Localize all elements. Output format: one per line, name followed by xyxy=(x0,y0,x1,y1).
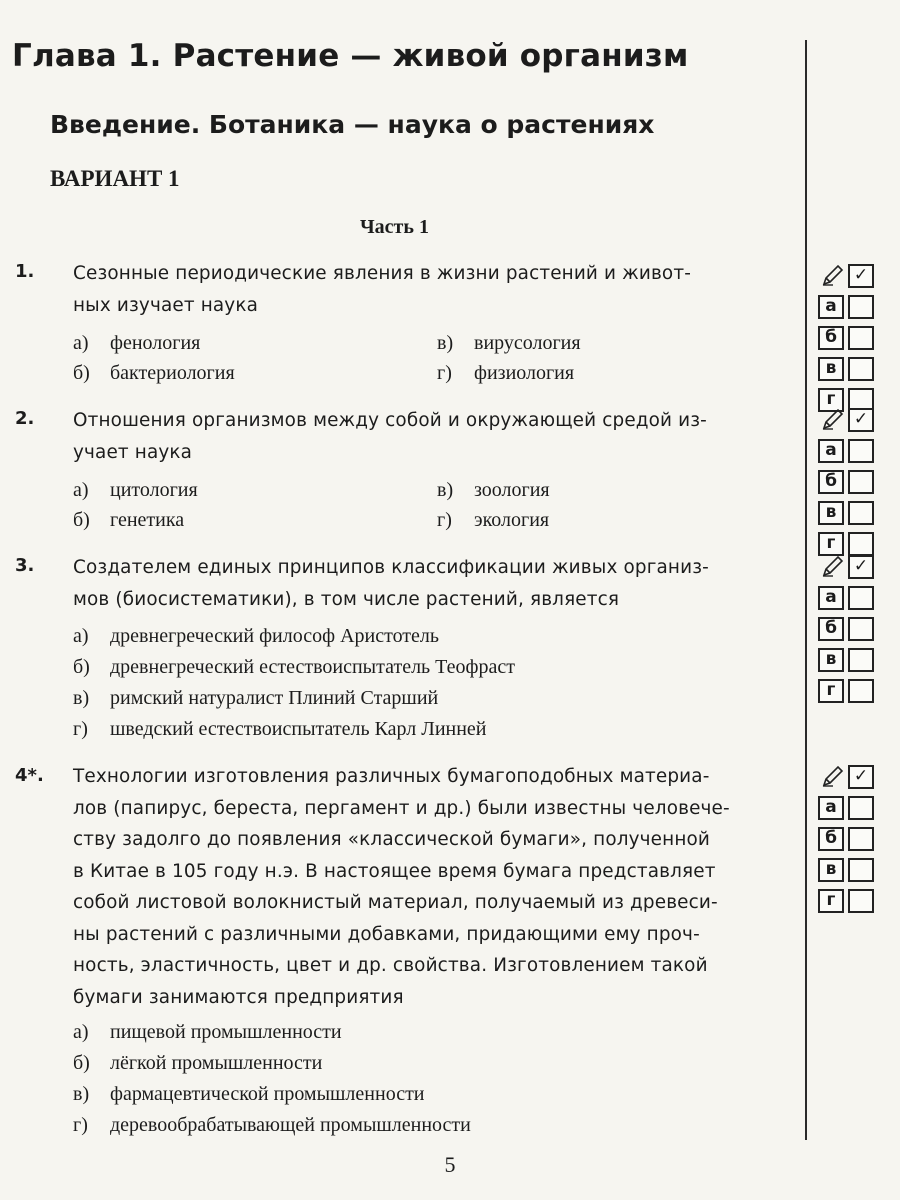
variant-heading: ВАРИАНТ 1 xyxy=(50,166,180,191)
question-line: бумаги занимаются предприятия xyxy=(73,986,404,1008)
question-1-text xyxy=(73,258,800,321)
letter-cell: а xyxy=(818,796,844,820)
answer-checkbox-a[interactable] xyxy=(848,439,874,463)
question-line: Сезонные периодические явления в жизни растений и живот- xyxy=(73,263,691,284)
check-cell xyxy=(848,765,874,789)
pencil-icon xyxy=(821,554,845,578)
question-line: мов (биосистематики), в том числе растений, является xyxy=(73,588,620,610)
question-line: ны растений с различными добавками, придающими ему проч- xyxy=(73,923,700,945)
question-4-number: 4*. xyxy=(15,765,44,786)
answer-checkbox-a[interactable] xyxy=(848,295,874,319)
page-number: 5 xyxy=(444,1152,456,1177)
section-title: Введение. Ботаника — наука о растениях xyxy=(50,110,655,139)
letter-cell: г xyxy=(818,679,844,703)
letter-cell: а xyxy=(818,295,844,319)
letter-cell: б xyxy=(818,326,844,350)
letter-cell: б xyxy=(818,827,844,851)
letter-cell: в xyxy=(818,858,844,882)
letter-cell: б xyxy=(818,470,844,494)
answer-checkbox-b[interactable] xyxy=(848,827,874,851)
q4-option-v[interactable]: в) фармацевтической промышленности xyxy=(73,1083,425,1105)
answer-grid-q3 xyxy=(818,553,882,708)
letter-cell: а xyxy=(818,586,844,610)
question-1-number: 1. xyxy=(15,261,35,282)
letter-cell: а xyxy=(818,439,844,463)
margin-divider xyxy=(805,40,807,1140)
q1-option-b[interactable]: б) бактериология xyxy=(73,362,235,384)
answer-checkbox-v[interactable] xyxy=(848,858,874,882)
letter-cell: г xyxy=(818,532,844,556)
answer-grid-q1 xyxy=(818,262,882,417)
question-line: лов (папирус, береста, пергамент и др.) были известны человече- xyxy=(73,797,730,819)
q3-option-g[interactable]: г) шведский естествоиспытатель Карл Линней xyxy=(73,718,487,740)
check-icon: ✓ xyxy=(853,556,869,576)
answer-checkbox-a[interactable] xyxy=(848,796,874,820)
answer-grid-q2 xyxy=(818,406,882,561)
q3-option-v[interactable]: в) римский натуралист Плиний Старший xyxy=(73,687,439,709)
question-line: учает наука xyxy=(73,441,193,463)
answer-checkbox-b[interactable] xyxy=(848,617,874,641)
q1-option-a[interactable]: а) фенология xyxy=(73,332,201,354)
q4-option-a[interactable]: а) пищевой промышленности xyxy=(73,1021,342,1043)
question-line: в Китае в 105 году н.э. В настоящее время бумага представляет xyxy=(73,860,716,882)
question-4-text xyxy=(73,761,800,1013)
q2-option-v[interactable]: в) зоология xyxy=(437,479,550,501)
pencil-icon xyxy=(821,407,845,431)
question-line: ных изучает наука xyxy=(73,294,259,316)
question-line: Технологии изготовления различных бумагоподобных материа- xyxy=(73,766,710,787)
q3-option-b[interactable]: б) древнегреческий естествоиспытатель Теофраст xyxy=(73,656,515,678)
question-line: ству задолго до появления «классической бумаги», полученной xyxy=(73,829,710,850)
letter-cell: в xyxy=(818,648,844,672)
q2-option-b[interactable]: б) генетика xyxy=(73,509,185,531)
q2-option-g[interactable]: г) экология xyxy=(437,509,550,531)
question-3-number: 3. xyxy=(15,555,35,576)
q4-option-b[interactable]: б) лёгкой промышленности xyxy=(73,1052,323,1074)
pencil-icon xyxy=(821,263,845,287)
letter-cell: б xyxy=(818,617,844,641)
letter-cell: г xyxy=(818,889,844,913)
answer-checkbox-g[interactable] xyxy=(848,889,874,913)
answer-checkbox-v[interactable] xyxy=(848,501,874,525)
answer-checkbox-v[interactable] xyxy=(848,357,874,381)
check-cell xyxy=(848,408,874,432)
q2-option-a[interactable]: а) цитология xyxy=(73,479,198,501)
question-3-text xyxy=(73,552,800,615)
answer-checkbox-a[interactable] xyxy=(848,586,874,610)
pencil-icon xyxy=(821,764,845,788)
answer-checkbox-b[interactable] xyxy=(848,326,874,350)
answer-checkbox-v[interactable] xyxy=(848,648,874,672)
q3-option-a[interactable]: а) древнегреческий философ Аристотель xyxy=(73,625,440,647)
question-2-number: 2. xyxy=(15,408,35,429)
letter-cell: в xyxy=(818,501,844,525)
part-heading: Часть 1 xyxy=(360,216,429,238)
check-cell xyxy=(848,555,874,579)
question-line: Отношения организмов между собой и окружающей средой из- xyxy=(73,410,707,431)
answer-checkbox-g[interactable] xyxy=(848,679,874,703)
letter-cell: г xyxy=(818,388,844,412)
check-icon: ✓ xyxy=(853,409,869,429)
q4-option-g[interactable]: г) деревообрабатывающей промышленности xyxy=(73,1114,471,1136)
q1-option-g[interactable]: г) физиология xyxy=(437,362,575,384)
chapter-title: Глава 1. Растение — живой организм xyxy=(12,38,689,74)
check-icon: ✓ xyxy=(853,766,869,786)
check-cell xyxy=(848,264,874,288)
question-line: ность, эластичность, цвет и др. свойства. Изготовлением такой xyxy=(73,955,708,976)
answer-grid-q4 xyxy=(818,763,882,918)
check-icon: ✓ xyxy=(853,265,869,285)
answer-checkbox-b[interactable] xyxy=(848,470,874,494)
question-line: Создателем единых принципов классификации живых организ- xyxy=(73,557,709,578)
q1-option-v[interactable]: в) вирусология xyxy=(437,332,581,354)
question-2-text xyxy=(73,405,800,468)
question-line: собой листовой волокнистый материал, получаемый из древеси- xyxy=(73,892,718,913)
letter-cell: в xyxy=(818,357,844,381)
